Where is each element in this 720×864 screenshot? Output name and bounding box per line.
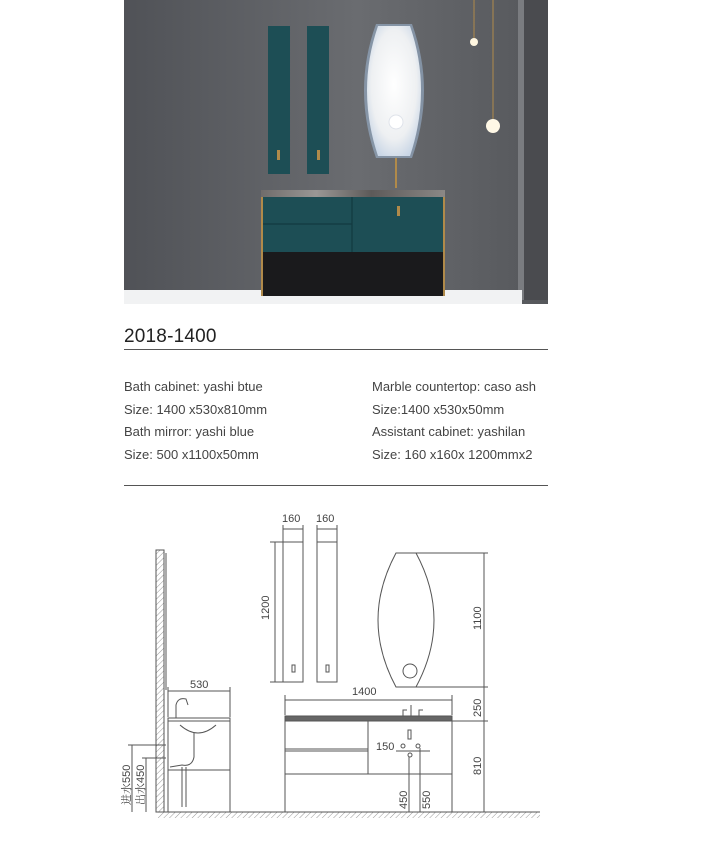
spec-assistant-cabinet: Assistant cabinet: yashilan xyxy=(372,424,526,439)
dim-vanity-height: 810 xyxy=(472,756,484,775)
spec-list-right xyxy=(372,376,536,466)
model-number: 2018-1400 xyxy=(124,326,217,347)
product-photo xyxy=(124,0,548,304)
vanity-cabinet xyxy=(261,190,445,296)
spec-assistant-cabinet-size: Size: 160 x160x 1200mmx2 xyxy=(372,446,533,462)
drawing-mirror xyxy=(378,553,434,687)
dim-side-depth: 530 xyxy=(190,679,209,691)
illuminated-mirror xyxy=(364,24,424,158)
drawing-tall-cabinet-2 xyxy=(317,542,337,682)
spec-bath-cabinet-size: Size: 1400 x530x810mm xyxy=(124,401,268,417)
technical-drawing xyxy=(120,505,560,835)
divider-top xyxy=(124,349,548,350)
dim-outlet-side: 出水450 xyxy=(135,764,147,805)
tall-cabinet-right xyxy=(307,26,329,174)
dim-pipe-spacing: 150 xyxy=(376,741,395,753)
dim-mirror-gap: 250 xyxy=(472,698,484,717)
spec-bath-cabinet: Bath cabinet: yashi btue xyxy=(124,379,263,394)
floor-hatch xyxy=(158,812,540,818)
divider-bottom xyxy=(124,485,548,486)
spec-bath-mirror: Bath mirror: yashi blue xyxy=(124,424,255,439)
spec-marble-countertop-size: Size:1400 x530x50mm xyxy=(372,401,505,417)
dim-inlet-side: 进水550 xyxy=(121,764,133,805)
side-wall xyxy=(156,550,164,812)
side-view-vanity xyxy=(168,699,230,812)
dim-mirror-height: 1100 xyxy=(472,606,484,630)
dim-vanity-width: 1400 xyxy=(352,686,377,698)
tall-cabinet-left xyxy=(268,26,290,174)
spec-marble-countertop: Marble countertop: caso ash xyxy=(372,379,537,394)
drawing-tall-cabinet-1 xyxy=(283,542,303,682)
dim-inlet-height: 550 xyxy=(421,790,433,809)
dim-cabinet-height: 1200 xyxy=(260,595,272,620)
dim-drain-height: 450 xyxy=(398,790,410,809)
dim-cabinet1-width: 160 xyxy=(282,513,301,525)
dim-cabinet2-width: 160 xyxy=(316,513,335,525)
spec-list-left xyxy=(124,376,267,466)
vanity-photo-illustration xyxy=(124,0,548,304)
spec-bath-mirror-size: Size: 500 x1100x50mm xyxy=(124,446,259,462)
